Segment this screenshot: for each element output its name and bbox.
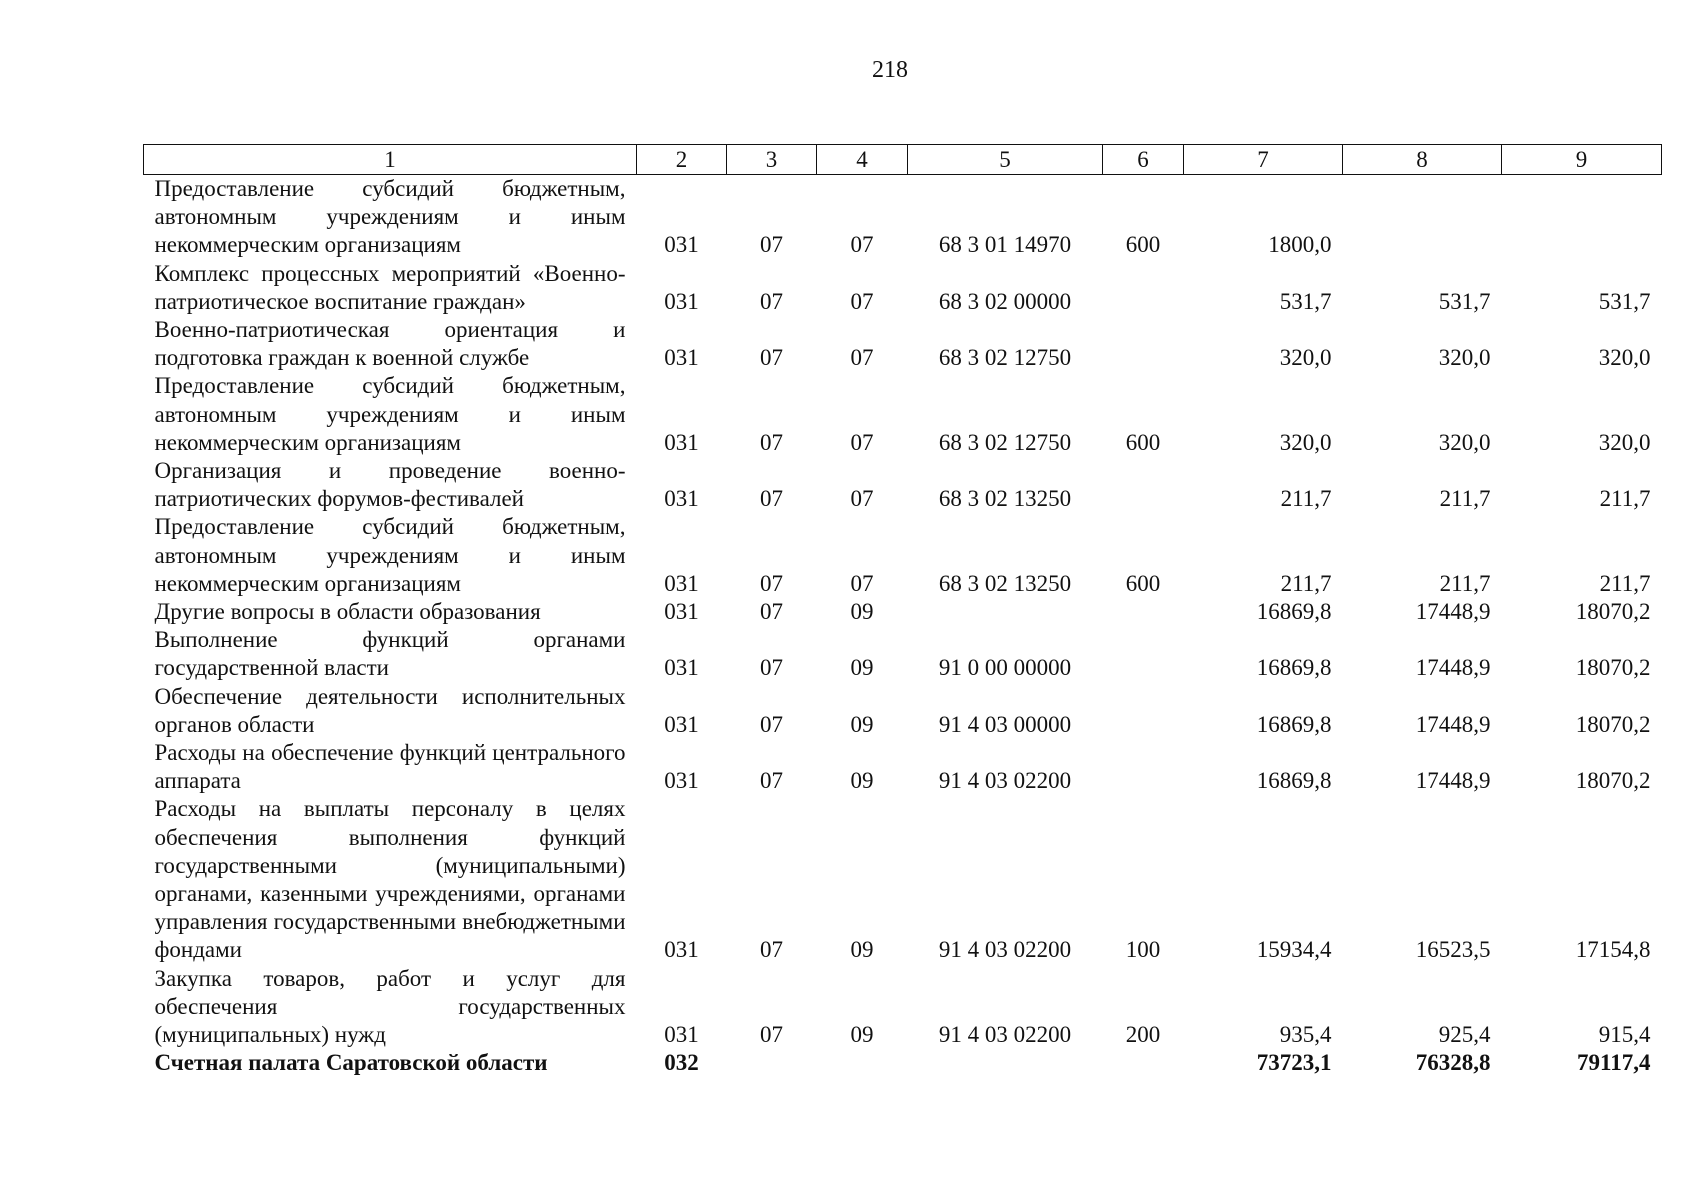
row-subsection-code: 07 — [850, 288, 874, 314]
row-ministry-code: 031 — [664, 711, 699, 737]
row-expense-type — [1103, 1049, 1184, 1077]
row-subsection-code: 07 — [850, 232, 874, 258]
row-amount-col7: 935,4 — [1279, 1022, 1332, 1048]
table-row-total — [144, 1049, 1662, 1077]
row-expense-type: 100 — [1125, 937, 1161, 963]
row-amount-col9: 18070,2 — [1575, 711, 1651, 737]
table-row — [144, 457, 1662, 513]
row-name: Расходы на выплаты персоналу в целях обеспечения выполнения функций государственными (муниципальными) органами, казенными учреждениями, органами управления государственными внебюджетными фондами — [154, 796, 626, 963]
row-amount-col8: 211,7 — [1439, 486, 1491, 512]
table-row — [144, 175, 1662, 260]
row-amount-col9: 320,0 — [1598, 429, 1651, 455]
row-name: Организация и проведение военно-патриотических форумов-фестивалей — [154, 458, 626, 512]
row-section-code: 07 — [760, 937, 783, 963]
row-target-article — [908, 598, 1103, 626]
row-target-article: 68 3 02 00000 — [938, 288, 1072, 314]
row-amount-col7: 211,7 — [1280, 570, 1332, 596]
row-ministry-code: 031 — [664, 570, 699, 596]
header-cell-8: 8 — [1343, 145, 1502, 175]
table-header-row — [144, 145, 1662, 175]
row-amount-col8: 531,7 — [1438, 288, 1491, 314]
row-subsection-code: 07 — [850, 570, 874, 596]
row-section-code: 07 — [760, 599, 783, 625]
row-expense-type: 200 — [1125, 1022, 1161, 1048]
row-amount-col9 — [1502, 175, 1662, 260]
row-section-code — [727, 1049, 817, 1077]
row-amount-col9: 211,7 — [1599, 486, 1651, 512]
row-section-code: 07 — [760, 711, 783, 737]
row-amount-col8: 17448,9 — [1415, 768, 1491, 794]
row-subsection-code: 07 — [850, 429, 874, 455]
row-subsection-code: 07 — [850, 345, 874, 371]
table-row — [144, 598, 1662, 626]
row-expense-type — [1103, 316, 1184, 372]
row-name: Другие вопросы в области образования — [154, 599, 541, 625]
row-ministry-code: 031 — [664, 232, 699, 258]
row-ministry-code: 031 — [664, 1022, 699, 1048]
header-cell-3: 3 — [727, 145, 817, 175]
row-amount-col9: 531,7 — [1598, 288, 1651, 314]
row-amount-col8: 320,0 — [1438, 429, 1491, 455]
row-amount-col8: 17448,9 — [1415, 711, 1491, 737]
row-ministry-code: 031 — [664, 486, 699, 512]
header-cell-7: 7 — [1184, 145, 1343, 175]
header-cell-1: 1 — [144, 145, 637, 175]
row-ministry-code: 031 — [664, 288, 699, 314]
row-target-article — [908, 1049, 1103, 1077]
row-section-code: 07 — [760, 429, 783, 455]
row-section-code: 07 — [760, 345, 783, 371]
row-amount-col7: 1800,0 — [1268, 232, 1332, 258]
row-amount-col7: 211,7 — [1280, 486, 1332, 512]
row-amount-col7: 73723,1 — [1256, 1050, 1332, 1076]
row-name: Расходы на обеспечение функций центрального аппарата — [154, 740, 626, 794]
row-amount-col8 — [1343, 175, 1502, 260]
row-section-code: 07 — [760, 768, 783, 794]
row-name: Закупка товаров, работ и услуг для обеспечения государственных (муниципальных) нужд — [154, 965, 626, 1048]
table-row — [144, 795, 1662, 964]
row-section-code: 07 — [760, 570, 783, 596]
header-cell-9: 9 — [1502, 145, 1662, 175]
header-cell-2: 2 — [637, 145, 727, 175]
row-amount-col9: 18070,2 — [1575, 599, 1651, 625]
row-ministry-code: 032 — [664, 1050, 699, 1076]
row-amount-col8: 925,4 — [1438, 1022, 1491, 1048]
table-row — [144, 260, 1662, 316]
row-target-article: 91 4 03 02200 — [938, 937, 1072, 963]
row-name: Комплекс процессных мероприятий «Военно-патриотическое воспитание граждан» — [154, 260, 626, 314]
row-target-article: 68 3 02 13250 — [938, 486, 1072, 512]
budget-table — [143, 144, 1662, 1078]
row-expense-type — [1103, 626, 1184, 682]
row-subsection-code: 09 — [850, 599, 874, 625]
row-amount-col7: 320,0 — [1279, 345, 1332, 371]
row-expense-type: 600 — [1125, 429, 1161, 455]
row-amount-col9: 320,0 — [1598, 345, 1651, 371]
row-name: Предоставление субсидий бюджетным, автономным учреждениям и иным некоммерческим организациям — [154, 176, 626, 258]
row-amount-col9: 18070,2 — [1575, 655, 1651, 681]
row-subsection-code — [817, 1049, 908, 1077]
header-cell-4: 4 — [817, 145, 908, 175]
row-subsection-code: 09 — [850, 768, 874, 794]
row-ministry-code: 031 — [664, 345, 699, 371]
row-target-article: 68 3 02 13250 — [938, 570, 1072, 596]
row-target-article: 91 4 03 00000 — [938, 711, 1072, 737]
row-ministry-code: 031 — [664, 937, 699, 963]
row-name: Предоставление субсидий бюджетным, автономным учреждениям и иным некоммерческим организациям — [154, 373, 626, 455]
row-expense-type: 600 — [1125, 232, 1161, 258]
header-cell-6: 6 — [1103, 145, 1184, 175]
row-amount-col9: 915,4 — [1598, 1022, 1651, 1048]
row-section-code: 07 — [760, 655, 783, 681]
row-section-code: 07 — [760, 1022, 783, 1048]
row-ministry-code: 031 — [664, 429, 699, 455]
row-name: Выполнение функций органами государственной власти — [154, 627, 626, 681]
row-amount-col9: 18070,2 — [1575, 768, 1651, 794]
row-target-article: 91 4 03 02200 — [938, 1022, 1072, 1048]
row-expense-type — [1103, 739, 1184, 795]
table-row — [144, 683, 1662, 739]
row-amount-col9: 79117,4 — [1577, 1050, 1651, 1076]
row-amount-col7: 16869,8 — [1256, 655, 1332, 681]
row-target-article: 68 3 02 12750 — [938, 345, 1072, 371]
row-subsection-code: 09 — [850, 937, 874, 963]
row-amount-col8: 17448,9 — [1415, 655, 1491, 681]
row-amount-col8: 17448,9 — [1415, 599, 1491, 625]
row-name: Военно-патриотическая ориентация и подготовка граждан к военной службе — [154, 317, 626, 371]
row-expense-type — [1103, 598, 1184, 626]
row-amount-col7: 15934,4 — [1256, 937, 1332, 963]
row-amount-col7: 320,0 — [1279, 429, 1332, 455]
row-name: Обеспечение деятельности исполнительных органов области — [154, 683, 626, 737]
row-name: Предоставление субсидий бюджетным, автономным учреждениям и иным некоммерческим организациям — [154, 514, 626, 596]
row-amount-col8: 211,7 — [1439, 570, 1491, 596]
row-ministry-code: 031 — [664, 655, 699, 681]
row-amount-col7: 16869,8 — [1256, 599, 1332, 625]
row-amount-col9: 211,7 — [1599, 570, 1651, 596]
row-target-article: 68 3 02 12750 — [938, 429, 1072, 455]
row-expense-type — [1103, 457, 1184, 513]
row-expense-type: 600 — [1125, 570, 1161, 596]
row-target-article: 91 4 03 02200 — [938, 768, 1072, 794]
row-subsection-code: 07 — [850, 486, 874, 512]
table-row — [144, 965, 1662, 1050]
row-ministry-code: 031 — [664, 768, 699, 794]
table-row — [144, 739, 1662, 795]
table-body — [144, 175, 1662, 1078]
header-cell-5: 5 — [908, 145, 1103, 175]
table-row — [144, 513, 1662, 598]
row-target-article: 91 0 00 00000 — [938, 655, 1072, 681]
row-amount-col9: 17154,8 — [1575, 937, 1651, 963]
row-expense-type — [1103, 683, 1184, 739]
row-subsection-code: 09 — [850, 655, 874, 681]
row-section-code: 07 — [760, 288, 783, 314]
page-number: 218 — [872, 57, 908, 83]
row-section-code: 07 — [760, 486, 783, 512]
row-name: Счетная палата Саратовской области — [154, 1050, 548, 1076]
row-amount-col8: 16523,5 — [1415, 937, 1491, 963]
row-amount-col7: 531,7 — [1279, 288, 1332, 314]
row-target-article: 68 3 01 14970 — [938, 232, 1072, 258]
row-expense-type — [1103, 260, 1184, 316]
row-amount-col8: 76328,8 — [1415, 1050, 1491, 1076]
table-row — [144, 372, 1662, 457]
table-row — [144, 626, 1662, 682]
row-amount-col8: 320,0 — [1438, 345, 1491, 371]
row-amount-col7: 16869,8 — [1256, 711, 1332, 737]
row-subsection-code: 09 — [850, 1022, 874, 1048]
row-amount-col7: 16869,8 — [1256, 768, 1332, 794]
row-subsection-code: 09 — [850, 711, 874, 737]
table-row — [144, 316, 1662, 372]
row-section-code: 07 — [760, 232, 783, 258]
row-ministry-code: 031 — [664, 599, 699, 625]
